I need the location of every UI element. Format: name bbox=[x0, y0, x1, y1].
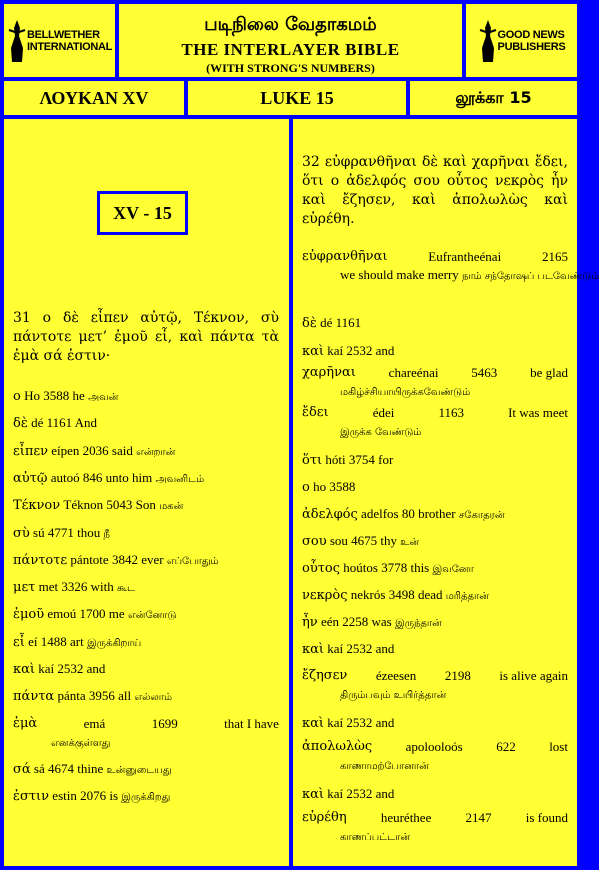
greek-word: καὶ bbox=[302, 787, 325, 802]
tamil-gloss: மகிழ்ச்சியாயிருக்கவேண்டும் bbox=[340, 387, 471, 398]
greek-word: ο bbox=[13, 389, 21, 404]
greek-word: ἔδει bbox=[302, 405, 329, 420]
english-gloss: and bbox=[86, 661, 106, 676]
tamil-gloss: இருக்க வேண்டும் bbox=[340, 427, 422, 438]
greek-word: ο bbox=[302, 480, 310, 495]
strongs-number: 3778 bbox=[381, 560, 408, 575]
english-gloss: all bbox=[118, 688, 132, 704]
verse-31-text: 31 ο δὲ εἶπεν αὐτῷ, Τέκνον, σὺ πάντοτε μετ’ ἐμοῦ εἶ, καὶ πάντα τὰ ἐμὰ σά ἐστιν· bbox=[13, 310, 279, 364]
entry-row bbox=[302, 809, 568, 827]
transliteration: nekrós bbox=[350, 587, 386, 602]
word-entry bbox=[13, 414, 279, 434]
english-gloss: and bbox=[375, 343, 395, 358]
greek-word: εὐφρανθῆναι bbox=[302, 249, 388, 264]
word-entry bbox=[302, 714, 568, 734]
strongs-number: 2076 bbox=[80, 787, 107, 803]
entry-continuation bbox=[302, 382, 568, 402]
greek-word: χαρῆναι bbox=[302, 365, 356, 380]
verse-32-text: 32 εὐφρανθῆναι δὲ καὶ χαρῆναι ἔδει, ὅτι ο ἀδελφός σου οὗτος νεκρὸς ἦν καὶ ἔζησεν, καὶ ἀπολωλὼς καὶ εὑρέθη. bbox=[302, 154, 568, 227]
english-gloss: he bbox=[72, 388, 85, 403]
greek-word: καὶ bbox=[302, 642, 325, 657]
greek-reference: ΛΟΥΚΑΝ XV bbox=[39, 87, 149, 108]
strongs-number: 3956 bbox=[88, 688, 115, 704]
word-entry bbox=[302, 342, 568, 362]
word-entry bbox=[13, 760, 279, 780]
word-entry bbox=[302, 364, 568, 402]
tamil-gloss: எப்போதும் bbox=[166, 555, 219, 567]
greek-word: δὲ bbox=[302, 316, 317, 331]
strongs-number: 3498 bbox=[388, 587, 415, 602]
good-news-logo-icon bbox=[478, 18, 498, 64]
english-gloss: and bbox=[375, 641, 395, 656]
greek-word: ἔζησεν bbox=[302, 668, 348, 683]
strongs-number: 4675 bbox=[351, 533, 378, 548]
entry-row bbox=[302, 404, 568, 422]
tamil-reference-panel bbox=[410, 81, 577, 115]
transliteration: emoú bbox=[47, 606, 77, 622]
greek-word: πάντα bbox=[13, 689, 55, 705]
verse-label: XV - 15 bbox=[97, 191, 188, 235]
english-gloss: for bbox=[378, 452, 394, 467]
english-reference-panel bbox=[188, 81, 406, 115]
english-gloss: is bbox=[109, 787, 119, 803]
transliteration: sá bbox=[33, 760, 45, 776]
transliteration: eípen bbox=[51, 442, 80, 458]
transliteration: kaí bbox=[38, 661, 55, 676]
tamil-gloss: என்னோடு bbox=[127, 610, 177, 622]
transliteration: adelfos bbox=[361, 506, 399, 521]
tamil-gloss: காணாமற்போனான் bbox=[340, 761, 429, 772]
transliteration: heuréthee bbox=[380, 810, 432, 825]
transliteration: apolooloós bbox=[405, 739, 463, 754]
transliteration: chareénai bbox=[388, 365, 439, 380]
greek-word: νεκρὸς bbox=[302, 588, 348, 603]
entry-continuation bbox=[302, 827, 568, 847]
word-entry bbox=[13, 787, 279, 807]
bellwether-logo-icon bbox=[7, 18, 27, 64]
strongs-number: 2532 bbox=[346, 786, 373, 801]
right-logo-text: GOOD NEWS PUBLISHERS bbox=[497, 28, 566, 53]
word-entry bbox=[302, 559, 568, 579]
tamil-gloss: உன் bbox=[400, 537, 420, 548]
tamil-gloss: திரும்பவும் உயிர்த்தான் bbox=[340, 690, 447, 701]
strongs-number: 1700 bbox=[79, 606, 106, 622]
english-gloss: is found bbox=[525, 810, 568, 825]
tamil-gloss: சகோதரன் bbox=[458, 510, 505, 521]
transliteration: Téknon bbox=[63, 497, 104, 513]
entry-continuation bbox=[302, 422, 568, 442]
english-gloss: is alive again bbox=[499, 668, 568, 683]
entry-continuation bbox=[302, 266, 599, 286]
english-gloss: me bbox=[108, 606, 125, 622]
left-logo-text: BELLWETHER INTERNATIONAL bbox=[26, 28, 113, 53]
english-gloss: It was meet bbox=[508, 405, 568, 420]
word-entry bbox=[302, 248, 599, 286]
tamil-gloss: இருக்கிறாய் bbox=[86, 637, 142, 649]
word-entry bbox=[13, 442, 279, 462]
tamil-gloss: இருக்கிறது bbox=[121, 791, 171, 803]
english-gloss: lost bbox=[549, 739, 568, 754]
english-gloss: said bbox=[111, 442, 133, 458]
english-gloss: dead bbox=[417, 587, 443, 602]
tamil-gloss: மரித்தான் bbox=[445, 591, 489, 602]
word-entry bbox=[302, 785, 568, 805]
strongs-number: 1163 bbox=[438, 405, 464, 420]
tamil-gloss: மகன் bbox=[159, 501, 184, 513]
word-entry bbox=[13, 715, 279, 753]
strongs-number: 3842 bbox=[111, 551, 138, 567]
entry-continuation bbox=[302, 756, 568, 776]
strongs-number: 3588 bbox=[43, 388, 70, 403]
tamil-gloss: நீ bbox=[103, 528, 110, 540]
greek-word: σά bbox=[13, 761, 31, 777]
strongs-number: 3588 bbox=[329, 479, 356, 494]
greek-word: αὐτῷ bbox=[13, 470, 48, 486]
strongs-number: 3326 bbox=[61, 579, 88, 595]
transliteration: met bbox=[38, 579, 59, 595]
transliteration: eén bbox=[320, 614, 339, 629]
english-gloss: thou bbox=[77, 524, 101, 540]
transliteration: dé bbox=[320, 315, 333, 330]
strongs-number: 1161 bbox=[46, 415, 73, 431]
english-gloss: was bbox=[371, 614, 392, 629]
transliteration: kaí bbox=[327, 641, 344, 656]
strongs-number: 846 bbox=[82, 469, 103, 485]
greek-word: ἀπολωλὼς bbox=[302, 739, 373, 754]
word-entry bbox=[13, 469, 279, 489]
greek-word: ἦν bbox=[302, 615, 318, 630]
english-gloss: this bbox=[410, 560, 430, 575]
word-entry bbox=[13, 578, 279, 598]
word-entry bbox=[13, 551, 279, 571]
tamil-gloss: கூட bbox=[117, 583, 136, 595]
greek-word: σου bbox=[302, 534, 327, 549]
english-gloss: Son bbox=[135, 497, 156, 513]
tamil-gloss: அவனிடம் bbox=[155, 473, 205, 485]
greek-word: Τέκνον bbox=[13, 498, 61, 514]
strongs-number: 2147 bbox=[465, 810, 492, 825]
tamil-gloss: இருந்தான் bbox=[394, 618, 442, 629]
strongs-number: 3754 bbox=[348, 452, 375, 467]
strongs-number: 2036 bbox=[82, 442, 109, 458]
greek-word: ἐστιν bbox=[13, 788, 50, 804]
subtitle: (WITH STRONG'S NUMBERS) bbox=[206, 61, 375, 75]
greek-word: ὅτι bbox=[302, 453, 323, 468]
word-entry bbox=[302, 505, 568, 525]
transliteration: hóti bbox=[325, 452, 346, 467]
greek-word: σὺ bbox=[13, 525, 30, 541]
transliteration: kaí bbox=[327, 786, 344, 801]
greek-word: οὗτος bbox=[302, 561, 341, 576]
tamil-gloss: எல்லாம் bbox=[134, 692, 173, 704]
tamil-gloss: எனக்குள்ளது bbox=[51, 737, 111, 749]
english-title: THE INTERLAYER BIBLE bbox=[181, 40, 400, 59]
greek-word: μετ bbox=[13, 580, 36, 596]
tamil-gloss: நாம் சந்தோஷப் படவேண்டும் bbox=[462, 271, 599, 282]
entry-row bbox=[302, 248, 568, 266]
right-logo-panel bbox=[466, 4, 577, 77]
greek-reference-panel bbox=[4, 81, 184, 115]
strongs-number: 2532 bbox=[346, 641, 373, 656]
word-entry bbox=[302, 586, 568, 606]
transliteration: ézeesen bbox=[375, 668, 417, 683]
transliteration: ho bbox=[313, 479, 327, 494]
greek-word: εἶπεν bbox=[13, 443, 49, 459]
strongs-number: 2532 bbox=[346, 715, 373, 730]
transliteration: édei bbox=[372, 405, 395, 420]
strongs-number: 4674 bbox=[48, 760, 74, 776]
entry-continuation bbox=[302, 685, 568, 705]
english-gloss: unto him bbox=[105, 469, 153, 485]
tamil-gloss: உன்னுடையது bbox=[106, 764, 172, 776]
english-gloss: that I have bbox=[224, 715, 279, 731]
english-reference: LUKE 15 bbox=[260, 87, 334, 108]
greek-word: καὶ bbox=[302, 344, 325, 359]
tamil-title: படிநிலை வேதாகமம் bbox=[204, 14, 377, 35]
english-gloss: thine bbox=[77, 760, 104, 776]
left-logo-panel bbox=[4, 4, 115, 77]
strongs-number: 4771 bbox=[47, 524, 74, 540]
tamil-gloss: அவன் bbox=[88, 392, 119, 403]
word-entry bbox=[13, 496, 279, 516]
transliteration: pánta bbox=[57, 688, 86, 704]
word-entry bbox=[302, 809, 568, 847]
transliteration: hoútos bbox=[343, 560, 378, 575]
word-entry bbox=[13, 605, 279, 625]
english-gloss: thy bbox=[380, 533, 398, 548]
tamil-gloss: இவனோ bbox=[432, 564, 474, 575]
strongs-number: 2532 bbox=[346, 343, 373, 358]
entry-row bbox=[302, 364, 568, 382]
english-gloss: brother bbox=[418, 506, 456, 521]
english-gloss: with bbox=[90, 579, 114, 595]
strongs-number: 5043 bbox=[106, 497, 133, 513]
greek-word: καὶ bbox=[302, 716, 325, 731]
english-gloss: ever bbox=[141, 551, 164, 567]
entry-continuation bbox=[13, 733, 279, 753]
greek-word: ἐμοῦ bbox=[13, 607, 45, 623]
strongs-number: 622 bbox=[496, 739, 516, 754]
english-gloss: and bbox=[375, 715, 395, 730]
word-entry bbox=[302, 667, 568, 705]
transliteration: kaí bbox=[327, 715, 344, 730]
word-entry bbox=[13, 687, 279, 707]
tamil-gloss: என்றான் bbox=[136, 446, 176, 458]
greek-word: καὶ bbox=[13, 662, 36, 677]
word-entry bbox=[13, 633, 279, 653]
transliteration: kaí bbox=[327, 343, 344, 358]
transliteration: pántote bbox=[70, 551, 109, 567]
greek-word: ἐμὰ bbox=[13, 715, 38, 731]
transliteration: estin bbox=[52, 787, 77, 803]
strongs-number: 2198 bbox=[444, 668, 471, 683]
english-gloss: art bbox=[69, 633, 84, 649]
entry-row bbox=[302, 667, 568, 685]
word-entry bbox=[302, 451, 568, 471]
transliteration: Ho bbox=[24, 388, 40, 403]
greek-word: εὑρέθη bbox=[302, 810, 347, 825]
greek-word: εἶ bbox=[13, 634, 25, 650]
strongs-number: 1161 bbox=[335, 315, 362, 330]
strongs-number: 2258 bbox=[342, 614, 369, 629]
entry-row bbox=[302, 738, 568, 756]
tamil-reference: லூக்கா 15 bbox=[455, 87, 532, 107]
word-entry bbox=[302, 532, 568, 552]
word-entry bbox=[302, 613, 568, 633]
english-gloss: And bbox=[74, 415, 98, 431]
tamil-gloss: காணப்பட்டான் bbox=[340, 832, 411, 843]
word-entry bbox=[302, 640, 568, 660]
strongs-number: 2532 bbox=[57, 661, 84, 676]
entry-row bbox=[13, 715, 279, 733]
word-entry bbox=[13, 387, 279, 407]
transliteration: Eufrantheénai bbox=[428, 249, 502, 264]
word-entry bbox=[302, 314, 568, 334]
word-entry bbox=[302, 478, 568, 498]
transliteration: sú bbox=[33, 524, 45, 540]
transliteration: autoó bbox=[50, 469, 80, 485]
strongs-number: 1488 bbox=[40, 633, 67, 649]
strongs-number: 80 bbox=[401, 506, 415, 521]
greek-word: δὲ bbox=[13, 416, 28, 432]
transliteration: eí bbox=[28, 633, 38, 649]
transliteration: sou bbox=[329, 533, 348, 548]
word-entry bbox=[302, 404, 568, 442]
english-gloss: and bbox=[375, 786, 395, 801]
greek-word: ἀδελφός bbox=[302, 507, 358, 522]
transliteration: dé bbox=[31, 415, 44, 431]
title-panel bbox=[119, 4, 462, 77]
word-entry bbox=[13, 660, 279, 680]
greek-word: πάντοτε bbox=[13, 552, 68, 568]
transliteration: emá bbox=[83, 715, 106, 731]
strongs-number: 5463 bbox=[471, 365, 498, 380]
strongs-number: 1699 bbox=[151, 715, 178, 731]
english-gloss: we should make merry bbox=[340, 267, 459, 282]
word-entry bbox=[302, 738, 568, 776]
strongs-number: 2165 bbox=[542, 249, 568, 264]
english-gloss: be glad bbox=[530, 365, 568, 380]
word-entry bbox=[13, 524, 279, 544]
